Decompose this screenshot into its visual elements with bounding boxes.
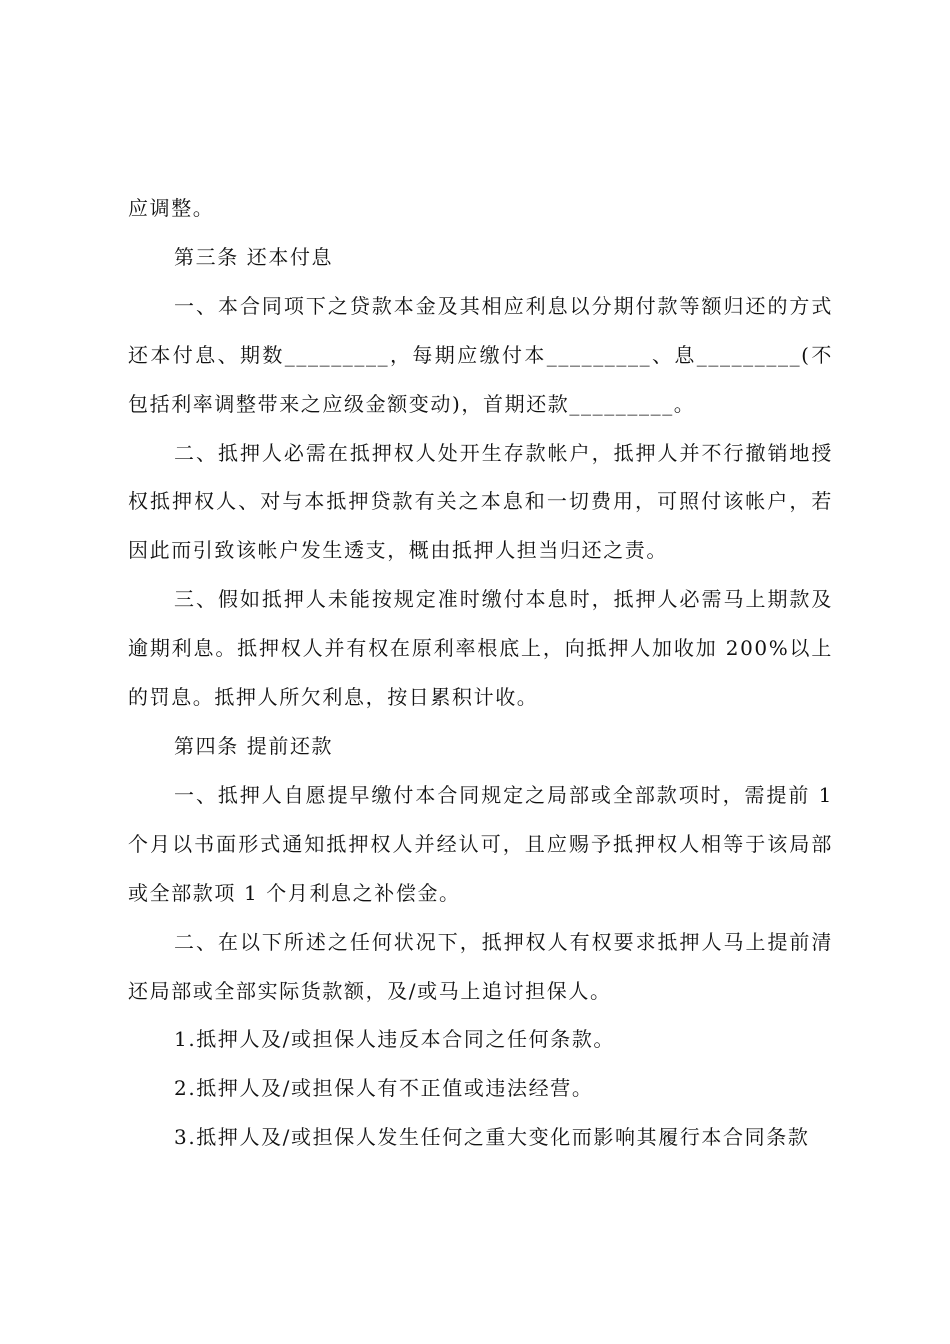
article-4-clause-2: 二、在以下所述之任何状况下，抵押权人有权要求抵押人马上提前清还局部或全部实际货款额，及/或马上追讨担保人。: [128, 929, 833, 1003]
article-3-clause-1: 一、本合同项下之贷款本金及其相应利息以分期付款等额归还的方式还本付息、期数_________，每期应缴付本_________、息_________(不包括利率调整带来之应级金额变动)，首期还款_________。: [128, 293, 833, 416]
paragraph-continuation: 应调整。: [128, 196, 215, 220]
article-3-heading: 第三条 还本付息: [174, 244, 334, 269]
article-3-clause-2: 二、抵押人必需在抵押权人处开生存款帐户，抵押人并不行撤销地授权抵押权人、对与本抵押贷款有关之本息和一切费用，可照付该帐户，若因此而引致该帐户发生透支，概由抵押人担当归还之责。: [128, 440, 833, 563]
article-4-heading: 第四条 提前还款: [174, 733, 334, 758]
list-item-2: 2.抵押人及/或担保人有不正值或违法经营。: [174, 1076, 594, 1101]
list-item-1: 1.抵押人及/或担保人违反本合同之任何条款。: [174, 1027, 616, 1052]
list-item-3: 3.抵押人及/或担保人发生任何之重大变化而影响其履行本合同条款: [174, 1125, 810, 1150]
document-body: [128, 184, 833, 1162]
article-4-clause-1: 一、抵押人自愿提早缴付本合同规定之局部或全部款项时，需提前 1 个月以书面形式通知抵押权人并经认可，且应赐予抵押权人相等于该局部或全部款项 1 个月利息之补偿金。: [128, 782, 833, 905]
article-3-clause-3: 三、假如抵押人未能按规定准时缴付本息时，抵押人必需马上期款及逾期利息。抵押权人并有权在原利率根底上，向抵押人加收加 200%以上的罚息。抵押人所欠利息，按日累积计收。: [128, 587, 833, 710]
